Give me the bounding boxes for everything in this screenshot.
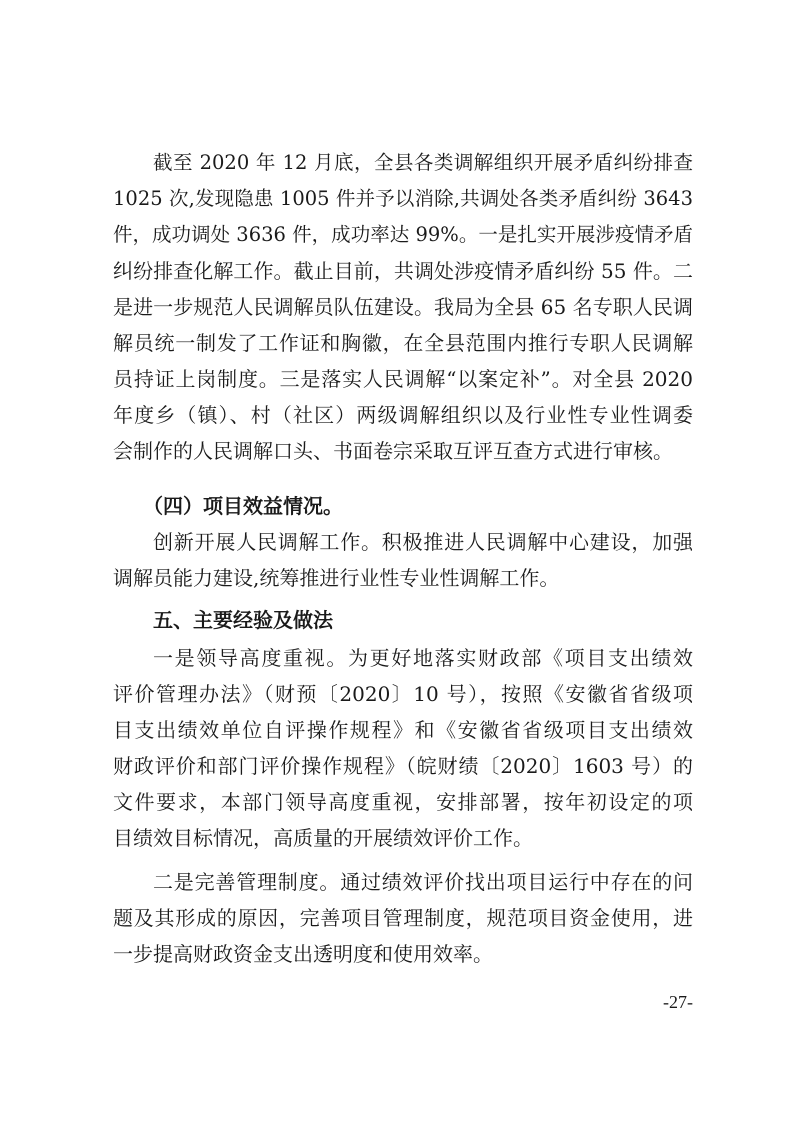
text-line: 文件要求，本部门领导高度重视，安排部署，按年初设定的项 xyxy=(113,790,693,814)
text-line: 创新开展人民调解工作。积极推进人民调解中心建设，加强 xyxy=(153,530,693,554)
page-number: -27- xyxy=(663,992,693,1012)
text-line: 一步提高财政资金支出透明度和使用效率。 xyxy=(113,942,493,966)
text-line: 目绩效目标情况，高质量的开展绩效评价工作。 xyxy=(113,826,533,850)
text-line: 件，成功调处 3636 件，成功率达 99%。一是扎实开展涉疫情矛盾 xyxy=(113,223,693,246)
text-line: 调解员能力建设,统筹推进行业性专业性调解工作。 xyxy=(113,566,560,590)
text-line: 目支出绩效单位自评操作规程》和《安徽省省级项目支出绩效 xyxy=(113,718,693,742)
text-line: 一是领导高度重视。为更好地落实财政部《项目支出绩效 xyxy=(153,646,693,670)
text-line: 财政评价和部门评价操作规程》（皖财绩〔2020〕1603 号）的 xyxy=(113,754,693,778)
text-line: 是进一步规范人民调解员队伍建设。我局为全县 65 名专职人民调 xyxy=(113,295,693,319)
text-line: 年度乡（镇）、村（社区）两级调解组织以及行业性专业性调委 xyxy=(113,403,693,427)
text-line: 题及其形成的原因，完善项目管理制度，规范项目资金使用，进 xyxy=(113,906,693,930)
section-heading-project-benefits: （四）项目效益情况。 xyxy=(143,494,343,518)
text-line: 截至 2020 年 12 月底，全县各类调解组织开展矛盾纠纷排查 xyxy=(153,151,693,174)
text-line: 二是完善管理制度。通过绩效评价找出项目运行中存在的问 xyxy=(153,870,693,894)
text-line: 会制作的人民调解口头、书面卷宗采取互评互查方式进行审核。 xyxy=(113,439,673,463)
text-line: 1025 次,发现隐患 1005 件并予以消除,共调处各类矛盾纠纷 3643 xyxy=(113,187,693,210)
section-heading-main-experience: 五、主要经验及做法 xyxy=(153,608,333,632)
text-line: 评价管理办法》（财预〔2020〕10 号），按照《安徽省省级项 xyxy=(113,682,693,706)
text-line: 员持证上岗制度。三是落实人民调解“以案定补”。对全县 2020 xyxy=(113,367,693,391)
text-line: 纠纷排查化解工作。截止目前，共调处涉疫情矛盾纠纷 55 件。二 xyxy=(113,259,693,283)
text-line: 解员统一制发了工作证和胸徽，在全县范围内推行专职人民调解 xyxy=(113,331,693,355)
